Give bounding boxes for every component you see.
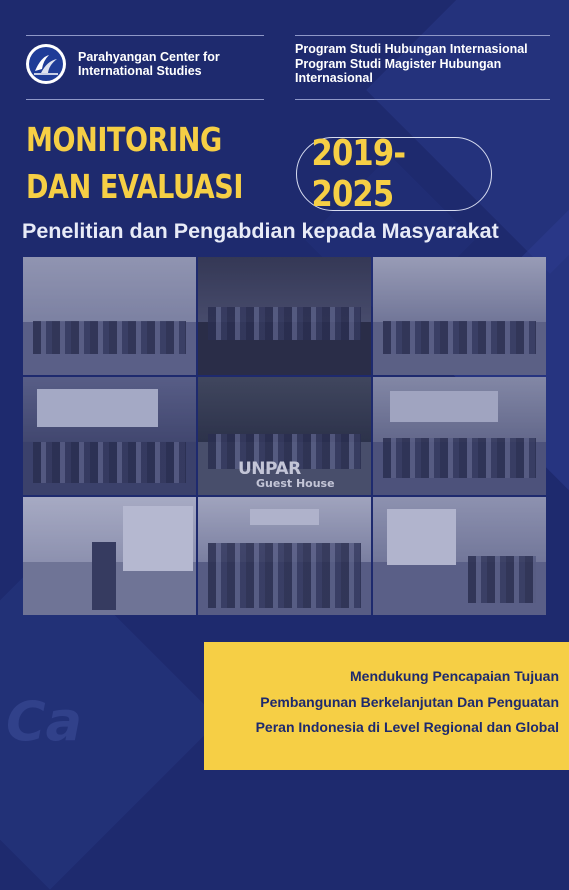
pcis-logo-icon	[26, 44, 66, 84]
title-line2: DAN EVALUASI	[26, 167, 244, 206]
tagline-line1: Mendukung Pencapaian Tujuan	[350, 668, 559, 684]
photo-group-with-banner	[23, 377, 196, 495]
photo-collage	[23, 257, 544, 615]
photo-meeting-room	[198, 257, 371, 375]
guest-house-sign: UNPAR	[238, 459, 301, 479]
photo-guest-house-group	[198, 377, 371, 495]
divider-top-left	[26, 35, 264, 36]
program-line1: Program Studi Hubungan Internasional	[295, 42, 528, 56]
organization-name-line1: Parahyangan Center for	[78, 50, 220, 64]
photo-large-group	[198, 497, 371, 615]
subtitle: Penelitian dan Pengabdian kepada Masyarakat	[22, 219, 499, 243]
years-text: 2019-2025	[311, 133, 406, 215]
tagline-line3: Peran Indonesia di Level Regional dan Global	[255, 719, 559, 735]
tagline-box	[204, 642, 569, 770]
photo-audience	[373, 497, 546, 615]
program-line2: Program Studi Magister Hubungan	[295, 56, 502, 71]
divider-bottom-left	[26, 99, 264, 100]
photo-certificate-handover	[373, 257, 546, 375]
title-line1: MONITORING	[26, 120, 222, 159]
years-badge	[296, 133, 492, 215]
photo-classroom	[23, 257, 196, 375]
guest-house-sign-sub: Guest House	[256, 477, 335, 490]
organization-name	[78, 50, 220, 78]
photo-seminar-group	[373, 377, 546, 495]
divider-top-right	[295, 35, 550, 36]
watermark-graphic: Ca	[6, 690, 83, 753]
tagline	[256, 664, 559, 741]
program-line3: Internasional	[295, 71, 373, 85]
organization-name-line2: International Studies	[78, 64, 202, 78]
tagline-line2: Pembangunan Berkelanjutan Dan Penguatan	[260, 693, 559, 710]
divider-bottom-right	[295, 99, 550, 100]
program-names	[295, 42, 560, 86]
photo-presenter	[23, 497, 196, 615]
